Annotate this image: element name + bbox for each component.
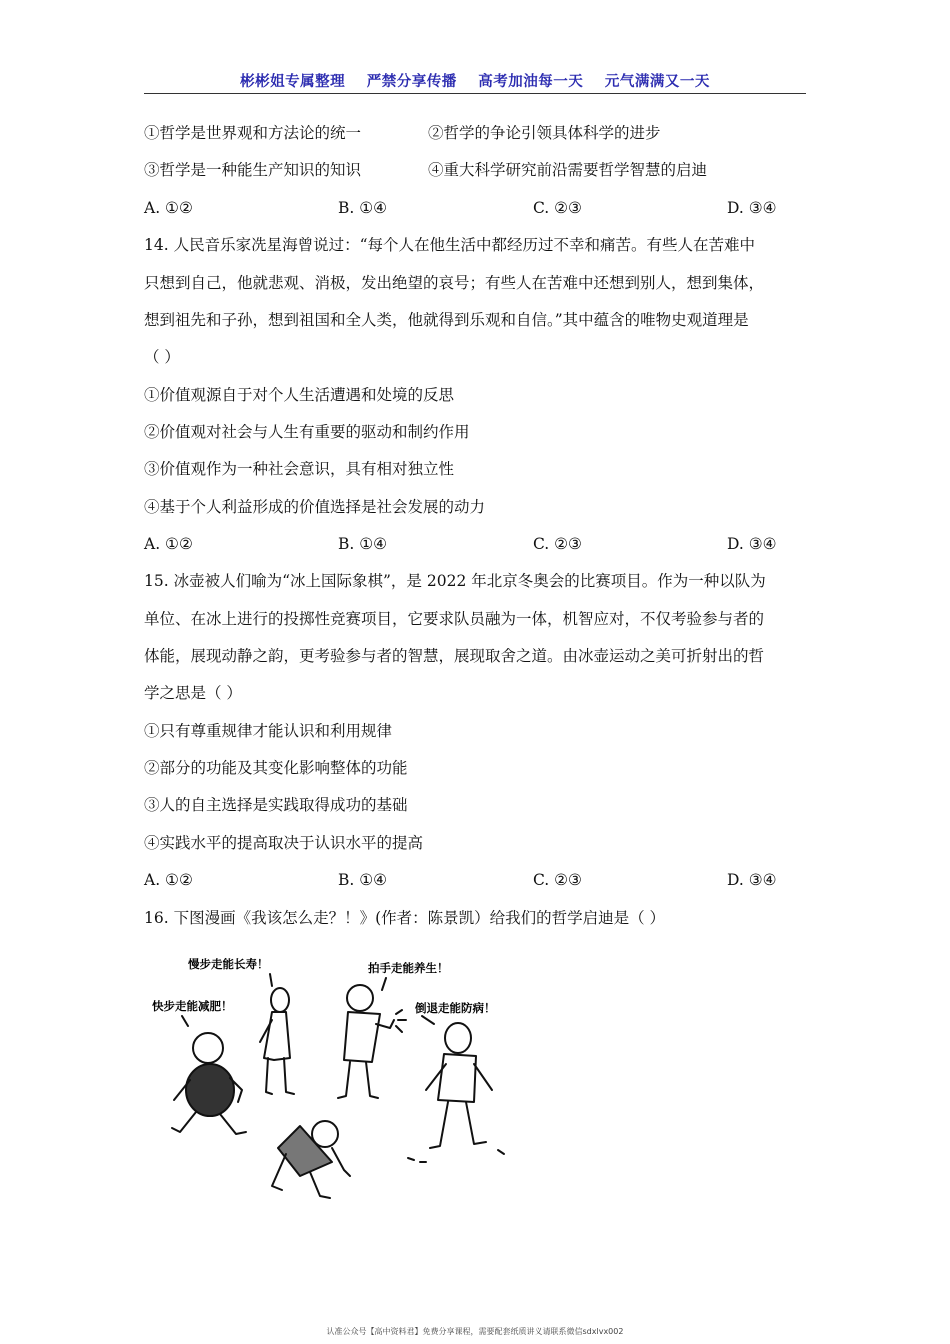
figure-clapping-walker bbox=[338, 985, 406, 1098]
q15-statement: ②部分的功能及其变化影响整体的功能 bbox=[144, 759, 408, 777]
page-footer: 认准公众号【高中资料君】免费分享课程，需要配套纸质讲义请联系微信sdxlvx002 bbox=[326, 1327, 624, 1336]
q15-option-c[interactable]: C. ②③ bbox=[533, 871, 582, 889]
q15-option-b[interactable]: B. ①④ bbox=[338, 871, 388, 889]
q16-stem: 16. 下图漫画《我该怎么走？！》(作者：陈景凯）给我们的哲学启迪是（ ） bbox=[144, 909, 666, 927]
figure-bent-walker bbox=[272, 1121, 350, 1198]
q14-option-d[interactable]: D. ③④ bbox=[727, 535, 777, 553]
walking-cartoon-image bbox=[150, 950, 520, 1210]
cartoon-bubble-slow-walk: 慢步走能长寿！ bbox=[188, 957, 269, 971]
q14-stem-line: 14. 人民音乐家冼星海曾说过：“每个人在他生活中都经历过不幸和痛苦。有些人在苦难中 bbox=[144, 236, 756, 254]
q15-stem-line: 体能，展现动静之韵，更考验参与者的智慧，展现取舍之道。由冰壶运动之美可折射出的哲 bbox=[144, 647, 765, 665]
q14-option-a[interactable]: A. ①② bbox=[144, 535, 193, 553]
q15-statement: ③人的自主选择是实践取得成功的基础 bbox=[144, 796, 408, 814]
q15-option-d[interactable]: D. ③④ bbox=[727, 871, 777, 889]
q14-option-c[interactable]: C. ②③ bbox=[533, 535, 582, 553]
q13-option-c[interactable]: C. ②③ bbox=[533, 199, 582, 217]
cartoon-bubble-clap-walk: 拍手走能养生！ bbox=[368, 961, 449, 975]
page-header bbox=[0, 70, 950, 91]
q14-stem-line: 只想到自己，他就悲观、消极，发出绝望的哀号；有些人在苦难中还想到别人，想到集体， bbox=[144, 274, 765, 292]
q14-statement: ②价值观对社会与人生有重要的驱动和制约作用 bbox=[144, 423, 470, 441]
header-item: 元气满满又一天 bbox=[604, 74, 710, 90]
cartoon-bubble-fast-walk: 快步走能减肥！ bbox=[152, 999, 233, 1013]
cartoon-bubble-backward-walk: 倒退走能防病！ bbox=[415, 1001, 496, 1015]
header-item: 严禁分享传播 bbox=[366, 74, 457, 90]
header-item: 彬彬姐专属整理 bbox=[240, 74, 346, 90]
q14-statement: ③价值观作为一种社会意识，具有相对独立性 bbox=[144, 460, 455, 478]
q15-statement: ④实践水平的提高取决于认识水平的提高 bbox=[144, 834, 424, 852]
q15-statement: ①只有尊重规律才能认识和利用规律 bbox=[144, 722, 393, 740]
figure-slow-walker bbox=[260, 988, 294, 1094]
q15-stem-line: 学之思是（ ） bbox=[144, 684, 242, 702]
q15-stem-line: 单位、在冰上进行的投掷性竞赛项目，它要求队员融为一体，机智应对，不仅考验参与者的 bbox=[144, 610, 765, 628]
q13-statement-4: ④重大科学研究前沿需要哲学智慧的启迪 bbox=[428, 161, 708, 179]
q14-statement: ④基于个人利益形成的价值选择是社会发展的动力 bbox=[144, 498, 486, 516]
header-item: 高考加油每一天 bbox=[478, 74, 584, 90]
q14-stem-line: 想到祖先和子孙，想到祖国和全人类，他就得到乐观和自信。”其中蕴含的唯物史观道理是 bbox=[144, 311, 749, 329]
q13-option-b[interactable]: B. ①④ bbox=[338, 199, 388, 217]
header-divider bbox=[144, 93, 806, 94]
q14-option-b[interactable]: B. ①④ bbox=[338, 535, 388, 553]
q13-statement-1: ①哲学是世界观和方法论的统一 bbox=[144, 124, 362, 142]
q13-statement-2: ②哲学的争论引领具体科学的进步 bbox=[428, 124, 661, 142]
q13-option-a[interactable]: A. ①② bbox=[144, 199, 193, 217]
q14-statement: ①价值观源自于对个人生活遭遇和处境的反思 bbox=[144, 386, 455, 404]
figure-fast-walker bbox=[172, 1033, 246, 1134]
q13-option-d[interactable]: D. ③④ bbox=[727, 199, 777, 217]
figure-backward-walker bbox=[408, 1023, 504, 1162]
q15-option-a[interactable]: A. ①② bbox=[144, 871, 193, 889]
q15-stem-line: 15. 冰壶被人们喻为“冰上国际象棋”，是 2022 年北京冬奥会的比赛项目。作为一种以队为 bbox=[144, 572, 766, 590]
q13-statement-3: ③哲学是一种能生产知识的知识 bbox=[144, 161, 362, 179]
q14-answer-blank: （ ） bbox=[144, 348, 180, 366]
